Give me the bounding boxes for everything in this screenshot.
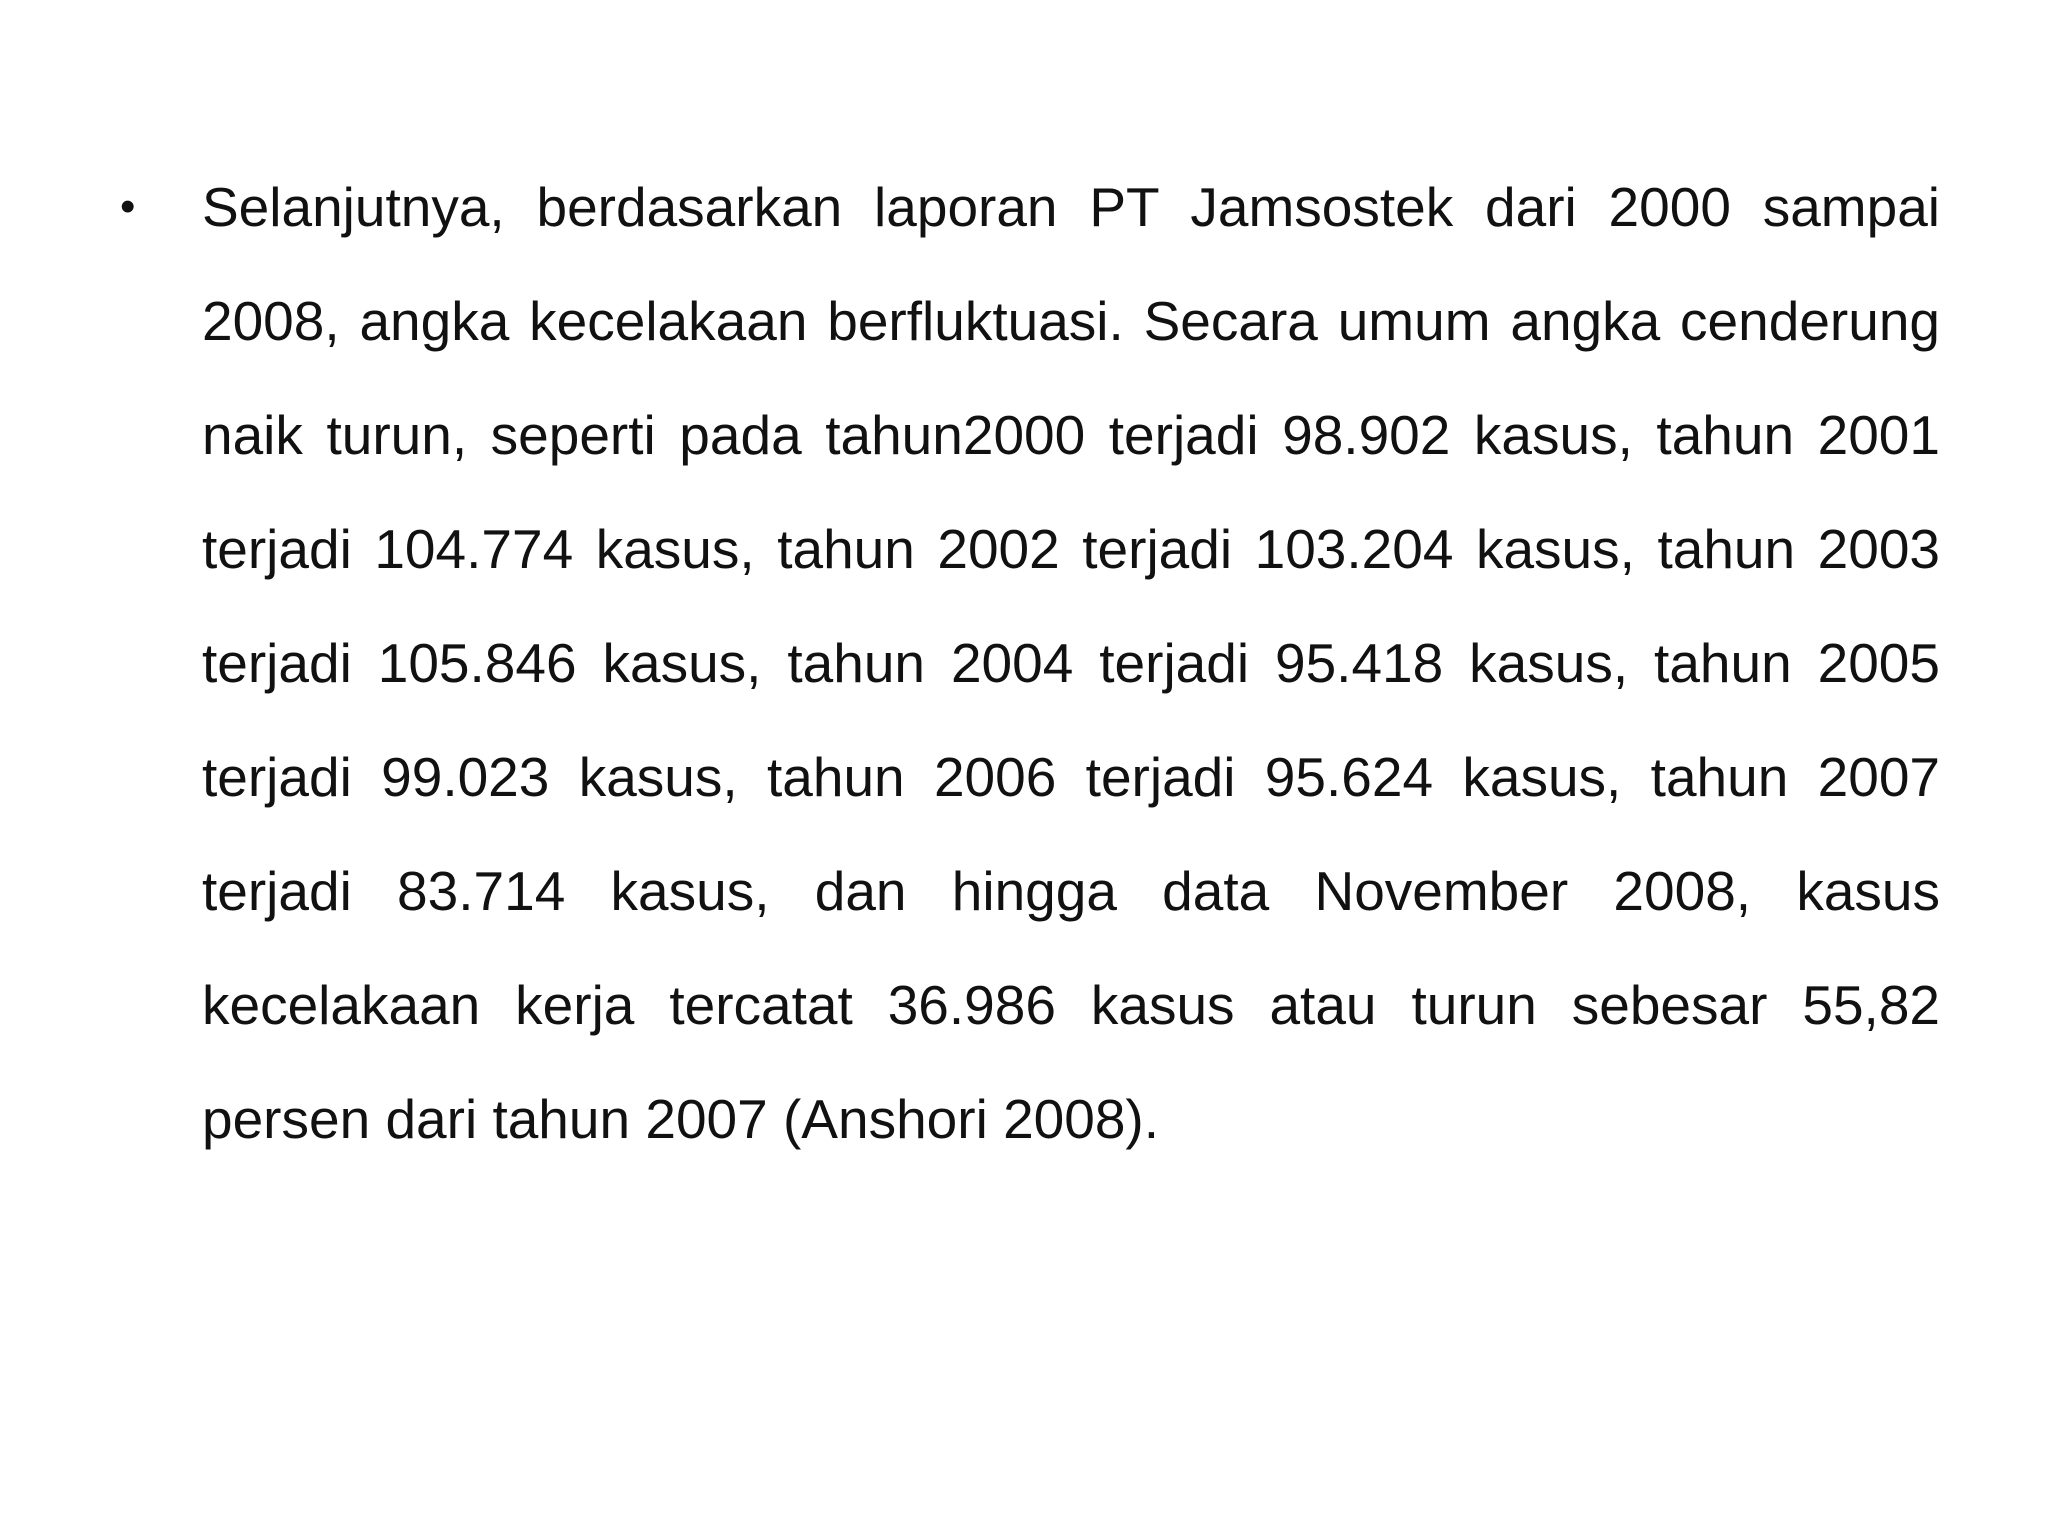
bullet-icon: •: [120, 182, 136, 231]
bullet-paragraph: Selanjutnya, berdasarkan laporan PT Jamsostek dari 2000 sampai 2008, angka kecelakaan berfluktuasi. Secara umum angka cenderung naik turun, seperti pada tahun2000 terjadi 98.902 kasus, tahun 2001 terjadi 104.774 kasus, tahun 2002 terjadi 103.204 kasus, tahun 2003 terjadi 105.846 kasus, tahun 2004 terjadi 95.418 kasus, tahun 2005 terjadi 99.023 kasus, tahun 2006 terjadi 95.624 kasus, tahun 2007 terjadi 83.714 kasus, dan hingga data November 2008, kasus kecelakaan kerja tercatat 36.986 kasus atau turun sebesar 55,82 persen dari tahun 2007 (Anshori 2008).: [202, 176, 1940, 1150]
bullet-item: [120, 150, 1940, 1176]
